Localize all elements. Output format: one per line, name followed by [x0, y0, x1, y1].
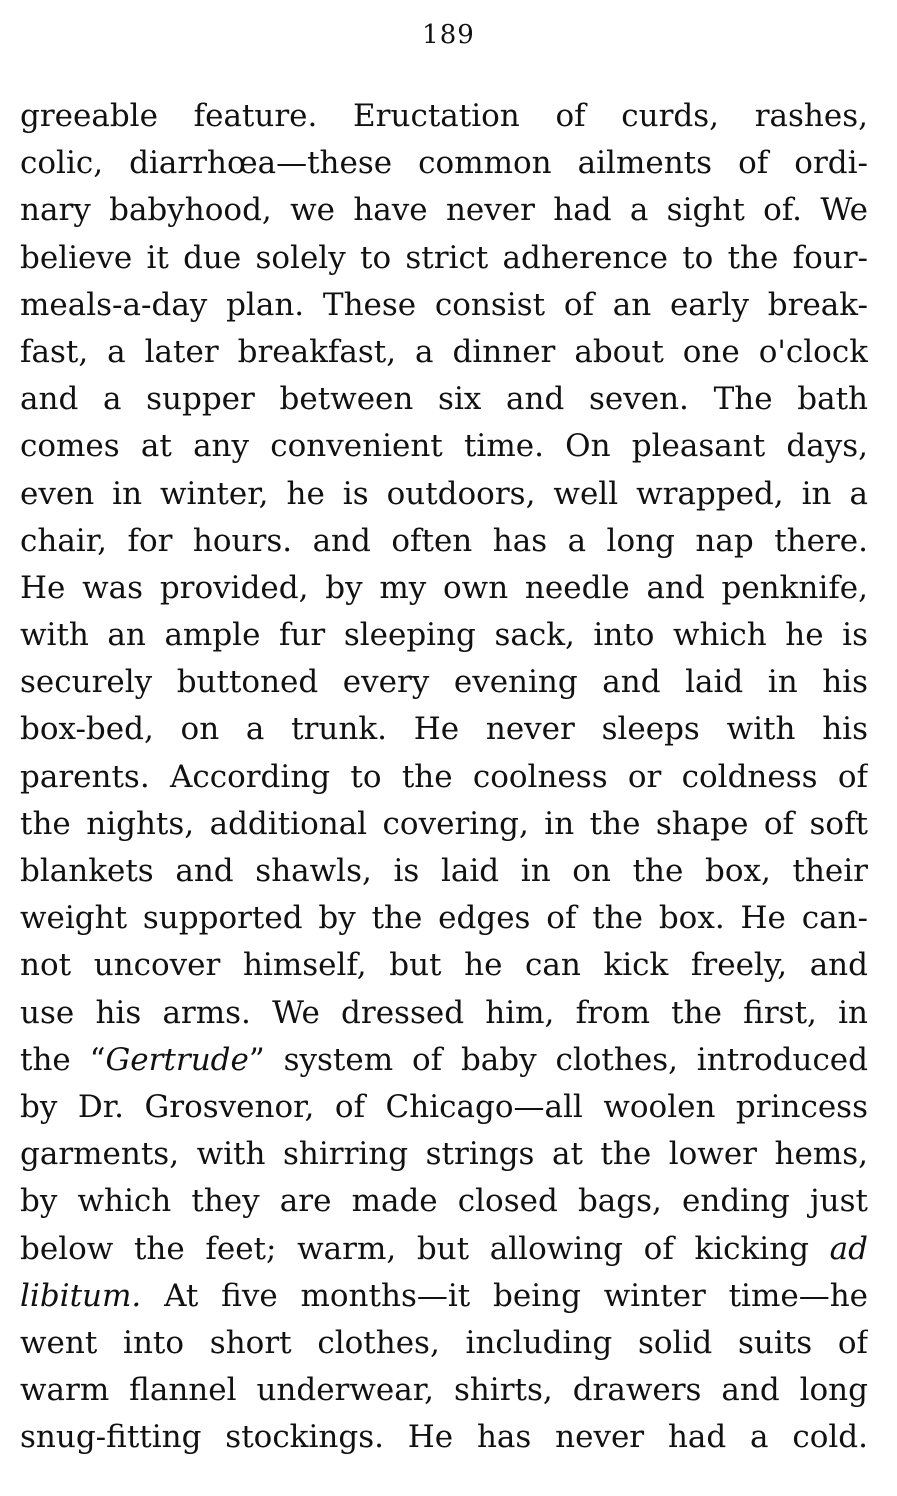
text-line: greeable feature. Eructation of curds, rashes, — [20, 98, 868, 134]
text-line: chair, for hours. and often has a long nap there. — [20, 522, 868, 559]
text-line: He was provided, by my own needle and penknife, — [20, 569, 868, 606]
text-line: the nights, additional covering, in the shape of soft — [20, 805, 868, 842]
text-line — [20, 1037, 868, 1084]
text-line: blankets and shawls, is laid in on the box, their — [20, 853, 868, 889]
text-line: by Dr. Grosvenor, of Chicago—all woolen princess — [20, 1088, 868, 1125]
text-line: weight supported by the edges of the box. He can- — [20, 900, 868, 937]
text-segment: ” system of baby clothes, introduced — [248, 1041, 868, 1078]
text-line: warm flannel underwear, shirts, drawers and long — [20, 1372, 868, 1409]
text-line: comes at any convenient time. On pleasant days, — [20, 428, 868, 465]
italic-text: Gertrude — [105, 1041, 249, 1078]
text-line: with an ample fur sleeping sack, into which he is — [20, 617, 868, 654]
text-line — [20, 1273, 868, 1320]
body-text — [20, 93, 868, 1461]
text-line: use his arms. We dressed him, from the first, in — [20, 994, 868, 1031]
text-line: box-bed, on a trunk. He never sleeps with his — [20, 711, 868, 748]
text-line: colic, diarrhœa—these common ailments of ordi- — [20, 145, 868, 182]
italic-text: ad — [829, 1230, 868, 1267]
text-line — [20, 1226, 868, 1273]
text-line: went into short clothes, including solid suits of — [20, 1324, 868, 1361]
text-segment: At five months—it being winter time—he — [141, 1277, 868, 1314]
page-number: 189 — [422, 20, 475, 50]
text-line: meals-a-day plan. These consist of an early break- — [20, 286, 868, 323]
text-line: nary babyhood, we have never had a sight of. We — [20, 192, 868, 229]
text-line: even in winter, he is outdoors, well wrapped, in a — [20, 475, 868, 512]
text-line: garments, with shirring strings at the lower hems, — [20, 1136, 868, 1173]
text-line: by which they are made closed bags, ending just — [20, 1183, 868, 1220]
text-segment: below the feet; warm, but allowing of kicking — [20, 1230, 830, 1267]
text-segment: the “ — [20, 1041, 106, 1078]
italic-text: libitum. — [20, 1277, 142, 1314]
text-line: parents. According to the coolness or coldness of — [20, 758, 868, 795]
text-line: fast, a later breakfast, a dinner about one o'clock — [20, 333, 868, 370]
text-line: and a supper between six and seven. The bath — [20, 381, 868, 418]
text-line: not uncover himself, but he can kick freely, and — [20, 947, 868, 984]
text-line: securely buttoned every evening and laid in his — [20, 664, 868, 701]
text-line: snug-fitting stockings. He has never had a cold. — [20, 1419, 868, 1456]
text-line: believe it due solely to strict adherence to the four- — [20, 239, 868, 276]
